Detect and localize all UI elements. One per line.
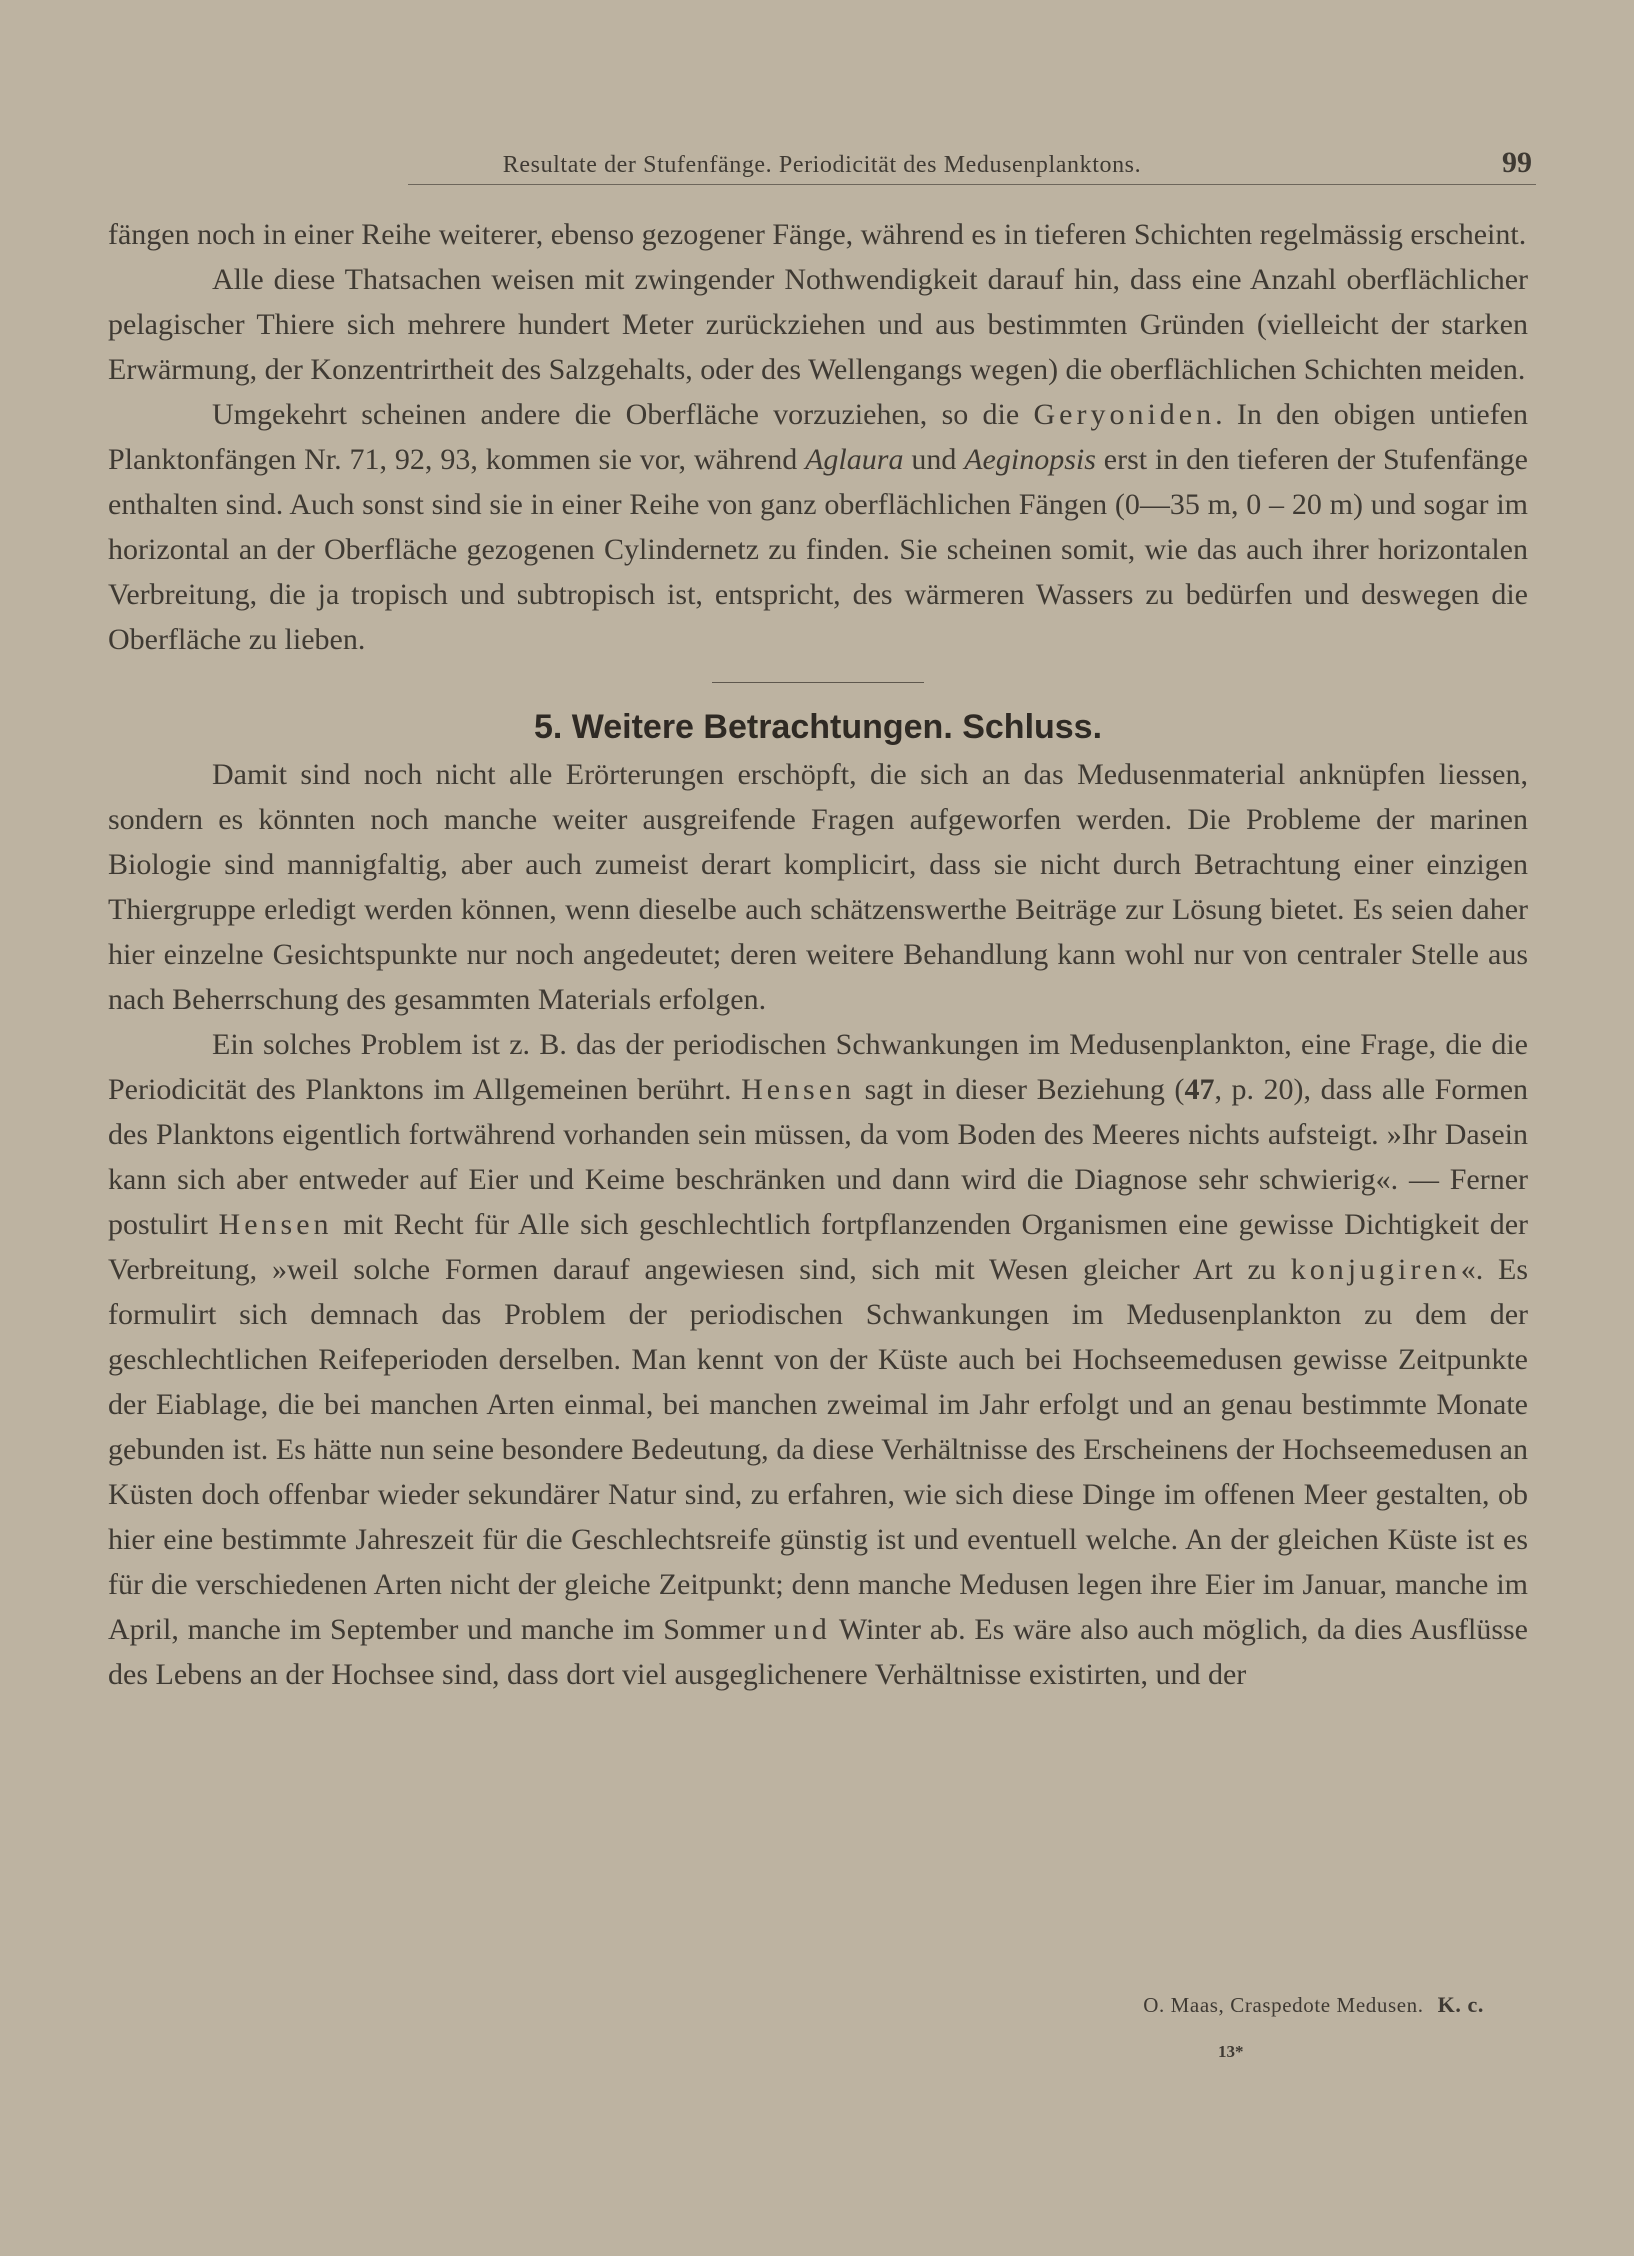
spaced-name: Geryoniden <box>1033 398 1216 431</box>
signature-ref: K. c. <box>1437 1992 1484 2017</box>
spaced-word: und <box>773 1613 831 1646</box>
paragraph <box>108 392 1528 662</box>
section-separator <box>712 682 924 683</box>
spaced-word: konjugiren <box>1290 1253 1461 1286</box>
italic-taxon: Aglaura <box>805 443 904 476</box>
paragraph: Damit sind noch nicht alle Erörterungen erschöpft, die sich an das Medusenmaterial anknüpfen liessen, sondern es könnten noch manche weiter ausgreifende Fragen aufgeworfen werden. Die Probleme der marinen Biologie sind mannigfaltig, aber auch zumeist derart komplicirt, dass sie nicht durch Betrachtung einer einzigen Thiergruppe erledigt werden können, wenn dieselbe auch schätzenswerthe Beiträge zur Lösung bietet. Es seien daher hier einzelne Gesichtspunkte nur noch angedeutet; deren weitere Behandlung kann wohl nur von centraler Stelle aus nach Beherrschung des gesammten Materials erfolgen. <box>108 758 1528 1016</box>
spaced-name: Hensen <box>218 1208 333 1241</box>
text-span: mit Recht für Alle sich geschlechtlich fortpflanzenden Organismen eine gewisse Dichtigkeit der Verbreitung, »weil solche Formen darauf angewiesen sind, sich mit Wesen gleicher Art zu <box>108 1208 1528 1286</box>
spaced-name: Hensen <box>741 1073 856 1106</box>
text-span: und <box>903 443 965 476</box>
bold-reference: 47 <box>1184 1073 1215 1106</box>
paragraph: fängen noch in einer Reihe weiterer, ebenso gezogener Fänge, während es in tieferen Schichten regelmässig erscheint. <box>108 218 1527 251</box>
section-heading: 5. Weitere Betrachtungen. Schluss. <box>533 708 1103 746</box>
text-span: Ein solches Problem ist z. B. das der periodischen Schwankungen im Medusenplankton, eine Frage, die die Periodicität des Planktons im Allgemeinen berührt. <box>108 1028 1528 1106</box>
text-span: Winter ab. Es wäre also auch möglich, da dies Ausflüsse des Lebens an der Hochsee sind, dass dort viel ausgeglichenere Verhältnisse existirten, und der <box>108 1613 1528 1691</box>
text-span: «. Es formulirt sich demnach das Problem der periodischen Schwankungen im Medusenplankton zu dem der geschlechtlichen Reifeperioden derselben. Man kennt von der Küste auch bei Hochseemedusen gewisse Zeitpunkte der Eiablage, die bei manchen Arten einmal, bei manchen zweimal im Jahr erfolgt und an genau bestimmte Monate gebunden ist. Es hätte nun seine besondere Bedeutung, da diese Verhältnisse des Erscheinens der Hochseemedusen an Küsten doch offenbar wieder sekundärer Natur sind, zu erfahren, wie sich diese Dinge im offenen Meer gestalten, ob hier eine bestimmte Jahreszeit für die Geschlechtsreife günstig ist und eventuell welche. An der gleichen Küste ist es für die verschiedenen Arten nicht der gleiche Zeitpunkt; denn manche Medusen legen ihre Eier im Januar, manche im April, manche im September und manche im Sommer <box>108 1253 1529 1646</box>
text-span: erst in den tieferen der Stufenfänge enthalten sind. Auch sonst sind sie in einer Reihe von ganz oberflächlichen Fängen (0—35 m, 0 – 20 m) und sogar im horizontal an der Oberfläche gezogenen Cylindernetz zu finden. Sie scheinen somit, wie das auch ihrer horizontalen Verbreitung, die ja tropisch und subtropisch ist, entspricht, des wärmeren Wassers zu bedürfen und deswegen die Oberfläche zu lieben. <box>108 443 1528 656</box>
footer-signature <box>1143 1992 1484 2018</box>
paragraph <box>108 1022 1528 1697</box>
text-span: . In den obigen untiefen Planktonfängen Nr. 71, 92, 93, kommen sie vor, während <box>108 398 1528 476</box>
page-number: 99 <box>1502 146 1532 179</box>
italic-taxon: Aeginopsis <box>964 443 1096 476</box>
running-header-title: Resultate der Stufenfänge. Periodicität des Medusenplanktons. <box>502 152 1142 178</box>
body-text <box>108 212 1528 1697</box>
text-span: Umgekehrt scheinen andere die Oberfläche vorzuziehen, so die <box>212 398 1034 431</box>
running-header <box>108 146 1536 184</box>
sheet-number: 13* <box>1218 2042 1244 2061</box>
signature-text: O. Maas, Craspedote Medusen. <box>1143 1993 1424 2017</box>
text-span: , p. 20), dass alle Formen des Planktons eigentlich fortwährend vorhanden sein müssen, da vom Boden des Meeres nichts aufsteigt. »Ihr Dasein kann sich aber entweder auf Eier und Keime beschränken und dann wird die Diagnose sehr schwierig«. — Ferner postulirt <box>108 1073 1529 1241</box>
header-rule <box>408 184 1536 185</box>
text-span: sagt in dieser Beziehung ( <box>855 1073 1185 1106</box>
paragraph: Alle diese Thatsachen weisen mit zwingender Nothwendigkeit darauf hin, dass eine Anzahl oberflächlicher pelagischer Thiere sich mehrere hundert Meter zurückziehen und aus bestimmten Gründen (vielleicht der starken Erwärmung, der Konzentrirtheit des Salzgehalts, oder des Wellengangs wegen) die oberflächlichen Schichten meiden. <box>108 263 1528 386</box>
